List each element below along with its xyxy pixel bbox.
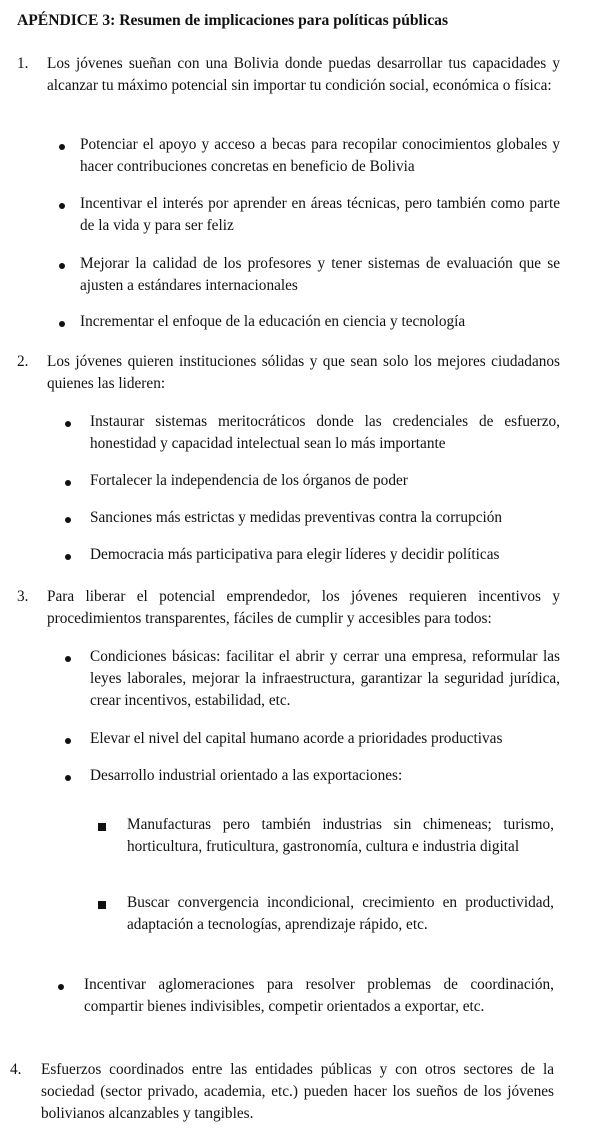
sub-bullet-text: Manufacturas pero también industrias sin chimeneas; turismo, horticultura, fruticultura, gastronomía, cultura e industria digital [127, 816, 554, 855]
bullet-text: Democracia más participativa para elegir líderes y decidir políticas [90, 546, 500, 563]
bullet-text: Incrementar el enfoque de la educación en ciencia y tecnología [80, 313, 466, 330]
bullet-text: Desarrollo industrial orientado a las exportaciones: [90, 767, 403, 784]
bullet-text: Condiciones básicas: facilitar el abrir y cerrar una empresa, reformular las leyes laborales, mejorar la infraestructura, garantizar la seguridad jurídica, crear incentivos, estabilidad, etc. [90, 648, 560, 709]
bullet-text: Mejorar la calidad de los profesores y tener sistemas de evaluación que se ajusten a estándares internacionales [80, 255, 560, 294]
bullet-icon [65, 480, 71, 486]
square-bullet-icon [98, 901, 106, 909]
section-text: Los jóvenes quieren instituciones sólidas y que sean solo los mejores ciudadanos quienes las lideren: [47, 353, 560, 392]
bullet-text: Fortalecer la independencia de los órganos de poder [90, 472, 408, 489]
bullet-icon [59, 144, 65, 150]
bullet-icon [65, 517, 71, 523]
section-text: Esfuerzos coordinados entre las entidades públicas y con otros sectores de la sociedad (sector privado, academia, etc.) pueden hacer los sueños de los jóvenes bolivianos alcanzables y tangibles. [41, 1061, 554, 1122]
bullet-icon [58, 984, 64, 990]
appendix-title: APÉNDICE 3: Resumen de implicaciones para políticas públicas [17, 12, 449, 29]
sub-bullet-text: Buscar convergencia incondicional, crecimiento en productividad, adaptación a tecnologías, aprendizaje rápido, etc. [127, 894, 554, 933]
section-number: 1. [17, 55, 29, 72]
bullet-text: Potenciar el apoyo y acceso a becas para recopilar conocimientos globales y hacer contribuciones concretas en beneficio de Bolivia [80, 136, 560, 175]
bullet-text: Elevar el nivel del capital humano acorde a prioridades productivas [90, 730, 503, 747]
section-number: 4. [10, 1061, 22, 1078]
bullet-icon [59, 263, 65, 269]
section-number: 2. [17, 353, 29, 370]
bullet-text: Incentivar aglomeraciones para resolver problemas de coordinación, compartir bienes indivisibles, competir orientados a exportar, etc. [84, 976, 554, 1015]
bullet-icon [65, 656, 71, 662]
bullet-icon [65, 421, 71, 427]
bullet-text: Sanciones más estrictas y medidas preventivas contra la corrupción [90, 509, 503, 526]
bullet-icon [65, 738, 71, 744]
bullet-icon [65, 554, 71, 560]
section-text: Para liberar el potencial emprendedor, los jóvenes requieren incentivos y procedimientos transparentes, fáciles de cumplir y accesibles para todos: [47, 588, 560, 627]
square-bullet-icon [98, 823, 106, 831]
bullet-icon [59, 321, 65, 327]
bullet-text: Instaurar sistemas meritocráticos donde las credenciales de esfuerzo, honestidad y capacidad intelectual sean lo más importante [90, 413, 560, 452]
section-number: 3. [17, 588, 29, 605]
section-text: Los jóvenes sueñan con una Bolivia donde puedas desarrollar tus capacidades y alcanzar tu máximo potencial sin importar tu condición social, económica o física: [47, 55, 560, 94]
bullet-text: Incentivar el interés por aprender en áreas técnicas, pero también como parte de la vida y para ser feliz [80, 195, 560, 234]
bullet-icon [59, 203, 65, 209]
bullet-icon [65, 775, 71, 781]
